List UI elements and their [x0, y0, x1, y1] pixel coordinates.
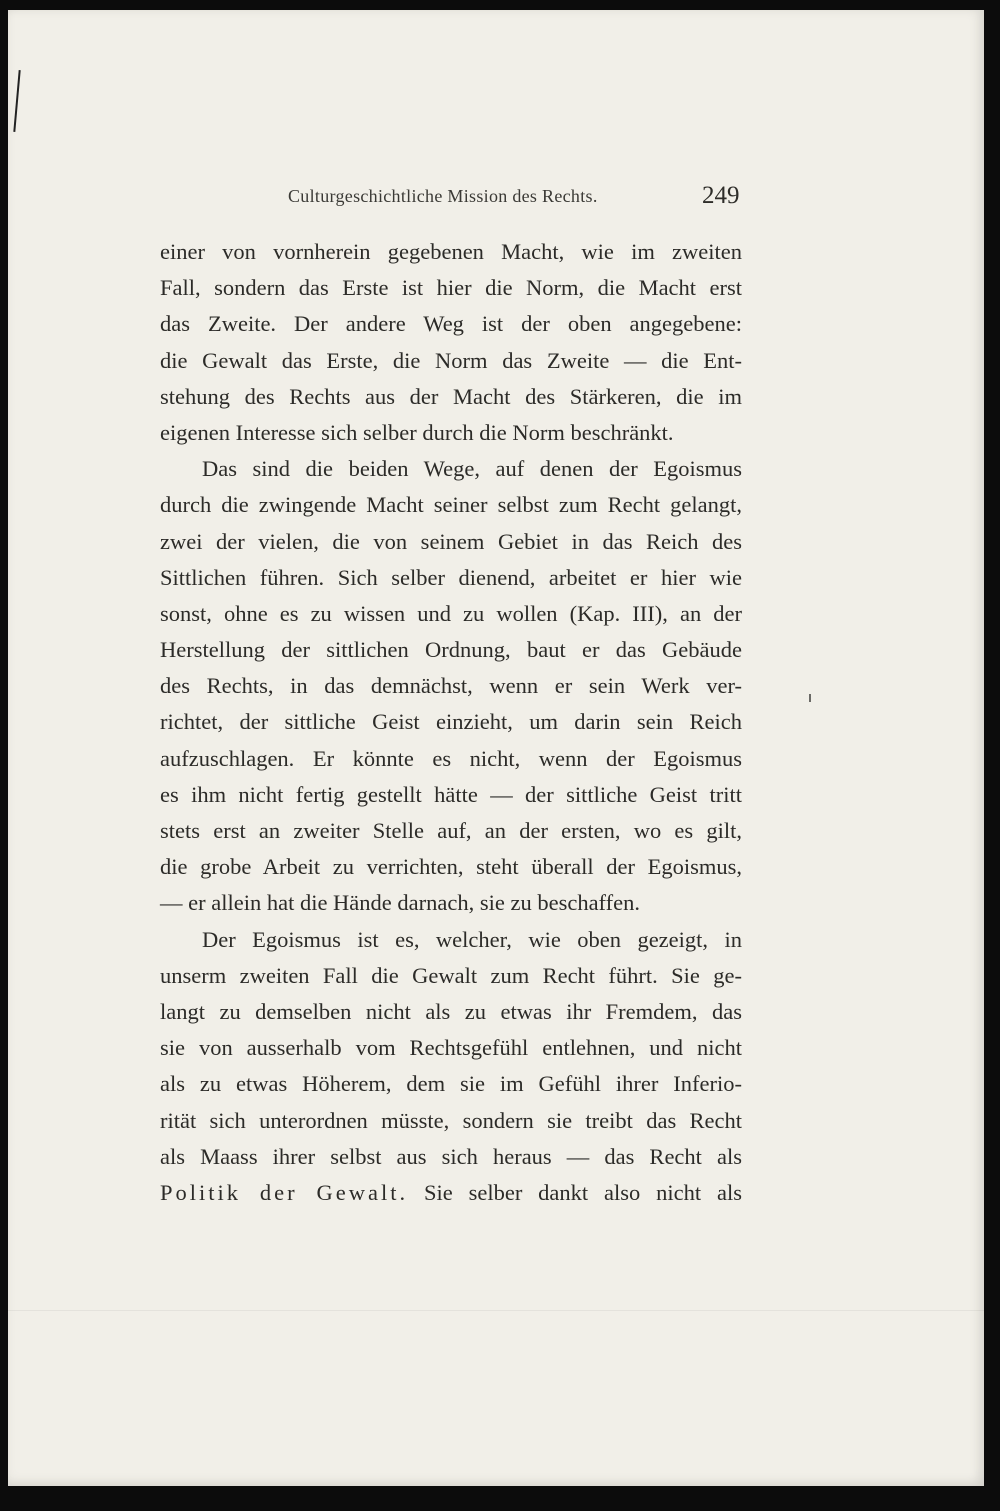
- text-line-final: [160, 1175, 742, 1211]
- text-line: als Maass ihrer selbst aus sich heraus — das Recht als: [160, 1143, 742, 1169]
- text-line: als zu etwas Höherem, dem sie im Gefühl ihrer Inferio-: [160, 1071, 742, 1097]
- text-line: Fall, sondern das Erste ist hier die Norm, die Macht erst: [160, 275, 742, 301]
- text-line: Der Egoismus ist es, welcher, wie oben gezeigt, in: [202, 926, 742, 952]
- book-page: [8, 10, 984, 1486]
- binding-mark: [13, 70, 20, 132]
- final-line-rest: Sie selber dankt also nicht als: [423, 1179, 742, 1205]
- running-head: Culturgeschichtliche Mission des Rechts.: [288, 186, 598, 206]
- margin-mark: [809, 694, 811, 702]
- text-line: Herstellung der sittlichen Ordnung, baut er das Gebäude: [160, 637, 742, 663]
- text-line: langt zu demselben nicht als zu etwas ihr Fremdem, das: [160, 998, 742, 1024]
- text-line: sie von ausserhalb vom Rechtsgefühl entlehnen, und nicht: [160, 1035, 742, 1061]
- text-line: eigenen Interesse sich selber durch die Norm beschränkt.: [160, 419, 674, 445]
- text-line: Das sind die beiden Wege, auf denen der Egoismus: [202, 456, 742, 482]
- text-line: einer von vornherein gegebenen Macht, wie im zweiten: [160, 239, 742, 264]
- text-line: stets erst an zweiter Stelle auf, an der ersten, wo es gilt,: [160, 818, 742, 843]
- text-line: durch die zwingende Macht seiner selbst zum Recht gelangt,: [160, 492, 742, 518]
- text-line: das Zweite. Der andere Weg ist der oben angegebene:: [160, 311, 742, 337]
- text-line: richtet, der sittliche Geist einzieht, um darin sein Reich: [160, 709, 742, 735]
- text-line: sonst, ohne es zu wissen und zu wollen (Kap. III), an der: [160, 600, 742, 626]
- spaced-emphasis: Politik der Gewalt.: [160, 1179, 409, 1205]
- text-line: die Gewalt das Erste, die Norm das Zweite — die Ent-: [160, 347, 742, 373]
- text-line: — er allein hat die Hände darnach, sie zu beschaffen.: [160, 890, 640, 916]
- body-text: [160, 234, 742, 1211]
- text-line: es ihm nicht fertig gestellt hätte — der sittliche Geist tritt: [160, 781, 742, 807]
- text-line: stehung des Rechts aus der Macht des Stärkeren, die im: [160, 383, 742, 409]
- text-line: aufzuschlagen. Er könnte es nicht, wenn der Egoismus: [160, 745, 742, 771]
- text-line: des Rechts, in das demnächst, wenn er sein Werk ver-: [160, 673, 742, 699]
- text-line: Sittlichen führen. Sich selber dienend, arbeitet er hier wie: [160, 564, 742, 590]
- text-line: die grobe Arbeit zu verrichten, steht überall der Egoismus,: [160, 854, 742, 880]
- page-number: 249: [702, 182, 740, 209]
- text-line: rität sich unterordnen müsste, sondern sie treibt das Recht: [160, 1107, 742, 1133]
- text-line: unserm zweiten Fall die Gewalt zum Recht führt. Sie ge-: [160, 962, 742, 988]
- text-line: zwei der vielen, die von seinem Gebiet in das Reich des: [160, 528, 742, 554]
